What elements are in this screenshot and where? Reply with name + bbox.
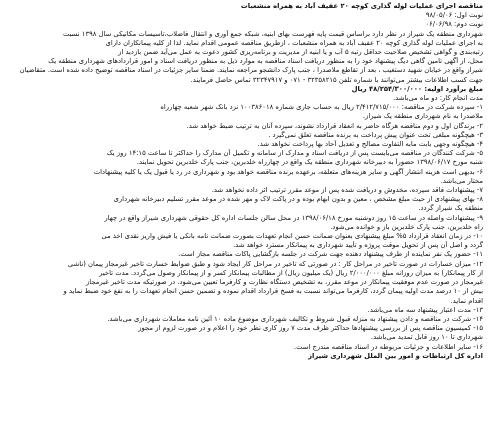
estimated-amount: مبلغ برآورد اولیه: ۴۸/۲۵۴/۳۰۰/۰۰۰ ریال <box>351 84 483 93</box>
condition-line: مختار می‌باشد. <box>440 176 483 185</box>
condition-line: ۱۳- مدت اعتبار پیشنهاد سه ماه می‌باشد. <box>367 305 483 314</box>
work-duration: مدت انجام کار: دو ماه می‌باشد. <box>392 94 483 103</box>
condition-line: ۸- بهای پیشنهادی از حیث مبلغ مشخص ، معین و بدون ابهام بوده و در پاکت لاک و مهر شده در موعد مقرر تسلیم دبیرخانه شهرداری <box>113 195 483 204</box>
notice-title: مناقصه اجرای عملیات لوله گذاری کوچه ۲۰ عفیف آباد به همراه منشعبات <box>240 2 483 10</box>
condition-line: ۱۶- سایر اطلاعات و جزئیات مربوطه در اسناد مناقصه مندرج است. <box>293 342 483 351</box>
condition-line: غیرمجاز در صورت عدم موفقیت پیمانکار در موعد مقرر، به تشخیص دستگاه نظارت و کارفرما تعیین می‌شود. در صورتیکه مدت تاخیر غیرمجاز <box>86 278 483 287</box>
intro-line: شهرداری منطقه یک شیراز در نظر دارد براساس قیمت پایه فهرست بهای ابنیه، شبکه جمع آوری و انتقال فاضلاب،تاسیسات مکانیکی سال ۱۳۹۸ نسبت <box>62 29 483 38</box>
condition-line: ۱- سپرده شرکت در مناقصه: ۲/۴۱۲/۷۱۵/۰۰۰ ریال به حساب جاری شماره ۱۰۰۳۸۶۰۱۸ نزد بانک شهر شعبه چهارراه <box>160 103 483 112</box>
condition-line: ۲- برندگان اول و دوم مناقصه هرگاه حاضر به انعقاد قرارداد نشوند، سپرده آنان به ترتیب ضبط خواهد شد. <box>186 121 483 130</box>
condition-line: از کار پیمانکار) به میزان روزانه مبلغ ۲/۰۰۰/۰۰۰ ریال (یک میلیون ریال) از مطالبات پیمانکار کسر و از پیمانکار وصول می‌گردد. مدت تاخیر <box>99 268 483 277</box>
condition-line: گردد و اصل آن پس از تحویل موقت پروژه و تأیید شهرداری به پیمانکار مسترد خواهد شد. <box>232 241 483 250</box>
intro-line: شیراز واقع در خیابان شهید دستغیب ، بعد از تقاطع ملاصدرا ، جنب پارک دانشجو مراجعه نمایند. ضمنا سایر جزئیات در اسناد مناقصه توضیح داده شده است. متقاضیان <box>19 66 483 75</box>
condition-line: منطقه یک شیراز گردد. <box>418 204 483 213</box>
intro-line: جهت کسب اطلاعات بیشتر می‌توانند با شماره تلفن ۳۲۳۵۸۲۱۵ - ۰۷۱ و ۳۲۳۴۷۹۱۷ تماس حاصل فرمایند. <box>190 75 483 84</box>
condition-line: ۴- هیچگونه وجهی بابت مابه التفاوت مصالح و تعدیل آحاد بها پرداخت نخواهد شد. <box>257 140 483 149</box>
issuer-signature: اداره کل ارتباطات و امور بین الملل شهرداری شیراز <box>308 351 483 360</box>
condition-line: اقدام نماید. <box>450 296 483 305</box>
condition-line: ۱۰- در زمان انعقاد قرارداد ۵% مبلغ پیشنهادی بعنوان ضمانت حسن انجام تعهدات بصورت ضمانت نامه بانکی یا فیش واریز نقدی اخذ می <box>101 232 483 241</box>
condition-line: ۱۵- کمیسیون مناقصه پس از بررسی پیشنهادها حداکثر ظرف مدت ۷ روز کاری نظر خود را اعلام و در صورت لزوم از مجوز <box>138 324 483 333</box>
notice-number-second: نوبت دوم: ۰۶/۰۶/۹۸ <box>425 20 483 29</box>
condition-line: ملاصدرا به نام شهرداری منطقه یک شیراز. <box>362 112 483 121</box>
condition-line: راه خلدبرین، جنب پارک خلدبرین باز و خوانده می‌شود. <box>330 222 483 231</box>
condition-line: شهرداری تا ۱۰ روز قابل تمدید می‌باشد. <box>370 333 483 342</box>
notice-number-first: نوبت اول: ۹۸/۰۵/۰۶ <box>425 11 483 20</box>
condition-line: ۵- شرکت کنندگان در مناقصه می‌بایست پس از دریافت اسناد و مدارک از سامانه و تکمیل آن مدارک را حداکثر تا ساعت ۱۴:۱۵ روز یک <box>106 149 483 158</box>
condition-line: ۱۴- شرکت در مناقصه و دادن پیشنهاد به منزله قبول شروط و تکالیف شهرداری موضوع ماده ۱۰ آئین نامه معاملات شهرداری می‌باشد. <box>107 314 483 323</box>
condition-line: ۱۱- حضور یک نفر نماینده از طرف پیشنهاد دهنده جهت شرکت در جلسه بازگشایی پاکات مناقصه مجاز است. <box>178 250 483 259</box>
intro-line: به اجرای عملیات لوله گذاری کوچه ۲۰ عفیف آباد به همراه منشعبات ، ازطریق مناقصه عمومی اقدام نماید. لذا از کلیه پیمانکاران دارای <box>105 38 483 47</box>
condition-line: شنبه مورخ ۱۳۹۸/۰۶/۱۷ حضوراً به دبیرخانه شهرداری منطقه یک واقع در چهارراه خلدبرین، جنب پارک خلدبرین تحویل نمایند. <box>136 158 483 167</box>
condition-line: ۷- پیشنهادات فاقد سپرده، مخدوش و دریافت شده پس از موعد مقرر ترتیب اثر داده نخواهد شد. <box>211 186 483 195</box>
condition-line: ۱۲- میزان خسارات در صورت تاخیر در مراحل کار : در صورتی که تاخیر در مراحل کار ایجاد شود و طبق ضوابط خسارت تاخیر غیرمجاز پیمان (ناشی <box>67 259 483 268</box>
condition-line: ۳- هیچگونه مبلغی تحت عنوان پیش پرداخت به برنده مناقصه تعلق نمی‌گیرد . <box>268 130 483 139</box>
intro-line: محل، از آگهی تامین گاهی دیگ پیشنهاد خود را به منظور دریافت اسناد مناقصه به موارد ذیل به منظور دریافت اسناد و امور قراردادهای شهرداری منطقه یک <box>48 57 483 66</box>
condition-line: ۹- پیشنهادات واصله در ساعت ۱۵ روز دوشنبه مورخ ۱۳۹۸/۰۶/۱۸ در محل سالن جلسات اداره کل حقوقی شهرداری شیراز واقع در چهار <box>104 213 483 222</box>
intro-line: رتبه‌بندی و گواهی تشخیص صلاحیت حداقل رتبه ۵ آب و یا ابنیه از مدیریت و برنامه‌ریزی کشور دعوت به عمل می‌آید ضمن بازدید از <box>118 48 483 57</box>
condition-line: ۶- بدیهی است هزینه انتشار آگهی و سایر هزینه‌های متعلقه، برعهده برنده مناقصه خواهد بود و شهرداری در رد یا قبول یک یا کلیه پیشنهادات <box>93 167 483 176</box>
condition-line: بیش از ۱۰ درصد مدت اولیه پیمان گردد، کارفرما می‌تواند نسبت به فسخ قرارداد اقدام نموده و تضمین حسن انجام تعهدات را به نفع خود ضبط نماید و <box>63 287 483 296</box>
